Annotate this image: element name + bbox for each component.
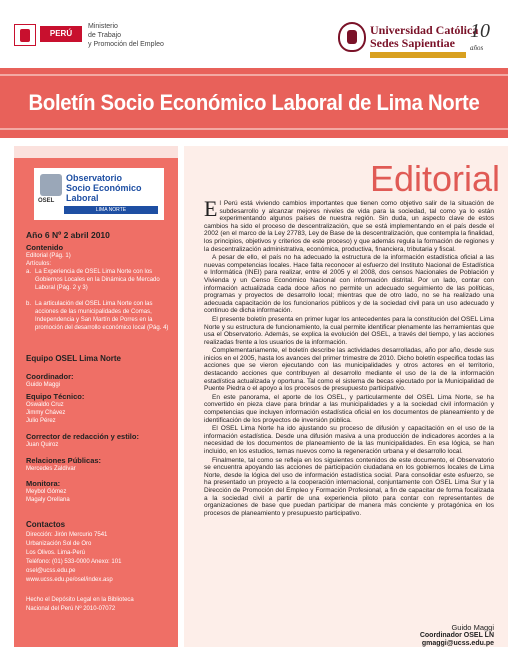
editor-heading: Corrector de redacción y estilo: xyxy=(26,432,139,441)
pr-heading: Relaciones Públicas: xyxy=(26,456,102,465)
ministry-name xyxy=(88,22,188,49)
issue-info: Año 6 Nº 2 abril 2010 xyxy=(26,230,110,240)
articles-heading: Artículos: xyxy=(26,261,52,267)
contact-address: Dirección: Jirón Mercurio 7541 xyxy=(26,532,108,538)
editorial-paragraph: A pesar de ello, el país no ha adecuado la estructura de la información estadística oficial a las nuevas competencias locales. Hace falta reconocer al esfuerzo del Instituto Nacional de Estadística e Informática (INEI) para realizar, entre el 2005 y el 2008, dos censos Nacionales de Población y Vivienda y un Censo Económico Nacional con información distrital. Por un lado, contar con información actualizada cada doce años no permite un adecuado seguimiento de las políticas, programas y proyectos de desarrollo local; mientras que de otro lado, no se ha realizado una adecuada capacitación de los funcionarios públicos y de la sociedad civil para un uso adecuado y continuo de dicha información. xyxy=(204,254,494,315)
editor-name: Juan Quiroz xyxy=(26,442,59,448)
tech-member: Oswaldo Cruz xyxy=(26,402,64,408)
ministry-logo xyxy=(14,22,174,52)
editorial-body xyxy=(204,196,494,518)
editorial-paragraph: Finalmente, tal como se refleja en los siguientes contenidos de este documento, el Observatorio se encuentra apoyando las acciones de participación ciudadana en los gobiernos locales de Lima Norte, desde la lógica del uso de información estadística social. Para consolidar este esfuerzo, se ha presentado un proyecto a la cooperación internacional, conjuntamente con OSEL Lima Sur y la Dirección de Promoción del Empleo y Formación Profesional, a fin de capacitar de forma focalizada a la sociedad civil a partir de una experiencia piloto para contar con representantes de organizaciones de base que puedan participar de manera más conciente y protagónica en los procesos de planeamiento y presupuesto participativo. xyxy=(204,456,494,517)
tech-member: Julio Pérez xyxy=(26,418,56,424)
banner-stripe xyxy=(0,128,508,130)
peru-label: PERÚ xyxy=(40,26,82,42)
university-name-line2: Sedes Sapientiae xyxy=(370,36,456,50)
ministry-line: de Trabajo xyxy=(88,32,122,39)
osel-badge-icon xyxy=(40,174,62,196)
team-heading: Equipo OSEL Lima Norte xyxy=(26,354,121,363)
coordinator-name: Guido Maggi xyxy=(26,382,61,388)
contents-heading: Contenido xyxy=(26,243,64,252)
university-tagline-bar xyxy=(370,52,466,58)
signature-email[interactable]: gmaggi@ucss.edu.pe xyxy=(421,640,494,647)
osel-title-line: Observatorio xyxy=(66,173,123,183)
osel-title-line: Socio Económico xyxy=(66,183,142,193)
university-logo xyxy=(338,20,503,66)
contact-city: Los Olivos. Lima-Perú xyxy=(26,550,86,556)
osel-logo xyxy=(34,168,164,220)
anniversary-word: años xyxy=(470,44,484,52)
osel-badge-text: OSEL xyxy=(38,198,55,204)
osel-title xyxy=(66,173,142,203)
editorial-paragraph: En este panorama, el aporte de los OSEL, y particularmente del OSEL Lima Norte, se ha convertido en pieza clave para brindar a las municipalidades y a la sociedad civil información y competencias que incluyen información estadística oficial en los documentos de planeamiento y de identificación de los proyectos de inversión pública. xyxy=(204,393,494,424)
article-text: La articulación del OSEL Lima Norte con las acciones de las municipalidades de Comas, Independencia y San Martín de Porres en la promoción del desarrollo económico local (Pág. 4) xyxy=(35,301,169,331)
pr-name: Mercedes Zaldívar xyxy=(26,466,76,472)
paragraph-text: l Perú está viviendo cambios importantes que tienen como objetivo salir de la situación de subdesarrollo y alcanzar mejores niveles de vida para la sociedad, tal como ya lo están experimentando algunos países de nuestra región. Sin duda, un aspecto clave de estos cambios ha sido el proceso de descentralización, que se está implementando en el país desde el 2002 (en el marco de la Ley 27783, Ley de Base de la descentralización, que contempla la finalidad, los principios, objetivos y criterios de este proceso) y que además regula la formación de regiones y la descentralización administrativa, económica, productiva, financiera, tributaria y fiscal. xyxy=(204,200,494,253)
legal-deposit: Hecho el Depósito Legal en la Biblioteca xyxy=(26,597,134,603)
osel-region-bar: LIMA NORTE xyxy=(64,206,158,214)
bulletin-title: Boletín Socio Económico Laboral de Lima Norte xyxy=(28,90,480,115)
contacts-heading: Contactos xyxy=(26,520,66,529)
article-item: b. La articulación del OSEL Lima Norte con las acciones de las municipalidades de Comas, Independencia y San Martín de Porres en la promoción del desarrollo económico local (Pág. 4) xyxy=(26,300,172,332)
sidebar xyxy=(14,146,178,647)
legal-deposit-number: Nacional del Perú Nº 2010-07072 xyxy=(26,606,116,612)
editorial-paragraph xyxy=(204,196,494,253)
signature-name: Guido Maggi xyxy=(451,623,494,632)
sidebar-top-band xyxy=(14,146,178,158)
editorial-panel xyxy=(184,146,508,647)
monitor-name: Magaly Orellana xyxy=(26,497,70,503)
editorial-paragraph: El presente boletín presenta en primer lugar los antecedentes para la constitución del OSEL Lima Norte y su estructura de funcionamiento, la cual permite identificar plenamente las herramientas que usa el Observatorio. Además, se explica la evolución del OSEL, a través del tiempo, y las acciones realizadas frente a los usuarios de la información. xyxy=(204,315,494,346)
signature xyxy=(420,624,494,647)
dropcap: E xyxy=(204,196,218,221)
university-seal-icon xyxy=(338,22,366,52)
monitors-heading: Monitora: xyxy=(26,479,61,488)
banner-stripe xyxy=(0,74,508,76)
editorial-paragraph: Complementariamente, el boletín describe las actividades desarrolladas, año por año, desde sus inicios en el 2005, hasta los avances del primer trimestre de 2010. Dicho boletín especifica todas las acciones que se vieron ejecutando con las municipalidades y otros actores en el territorio, destacando acciones que contribuyen al desarrollo mediante el uso de la de la información estadística actualizada y oportuna. Tal como el sistema de becas ejecutado por la Municipalidad de Puente Piedra o el apoyo a los procesos de presupuesto participativo. xyxy=(204,347,494,393)
contact-urbanization: Urbanización Sol de Oro xyxy=(26,541,92,547)
coordinator-heading: Coordinador: xyxy=(26,372,74,381)
tech-member: Jimmy Chávez xyxy=(26,410,66,416)
contact-email[interactable]: osel@ucss.edu.pe xyxy=(26,568,76,574)
contents-editorial: Editorial (Pág. 1) xyxy=(26,253,71,259)
contact-website[interactable]: www.ucss.edu.pe/osel/index.asp xyxy=(26,577,113,583)
ministry-line: y Promoción del Empleo xyxy=(88,41,164,48)
signature-role: Coordinador OSEL LN xyxy=(419,632,494,639)
osel-title-line: Laboral xyxy=(66,193,99,203)
university-name-line1: Universidad Católica xyxy=(370,23,479,37)
ministry-line: Ministerio xyxy=(88,23,118,30)
peru-crest-icon xyxy=(14,24,36,46)
contact-phone: Teléfono: (01) 533-0000 Anexo: 101 xyxy=(26,559,122,565)
article-item: a. La Experiencia de OSEL Lima Norte con los Gobiernos Locales en la Dinámica de Mercado Laboral (Pág. 2 y 3) xyxy=(26,268,172,292)
monitor-name: Meybol Gómez xyxy=(26,489,67,495)
editorial-title: Editorial xyxy=(369,158,500,199)
anniversary-number: 10 xyxy=(470,20,490,42)
article-text: La Experiencia de OSEL Lima Norte con los Gobiernos Locales en la Dinámica de Mercado Laboral (Pág. 2 y 3) xyxy=(35,269,160,291)
tech-team-heading: Equipo Técnico: xyxy=(26,392,85,401)
editorial-paragraph: El OSEL Lima Norte ha ido ajustando su proceso de difusión y capacitación en el uso de la información estadística. Desde una difusión masiva a una producción de indicadores acordes a la necesidad de los documentos de planeamiento de la las municipalidades. En esa lógica, se han incluido, en los estudios, temas nuevos como la regeneración urbana y el desarrollo local. xyxy=(204,425,494,455)
